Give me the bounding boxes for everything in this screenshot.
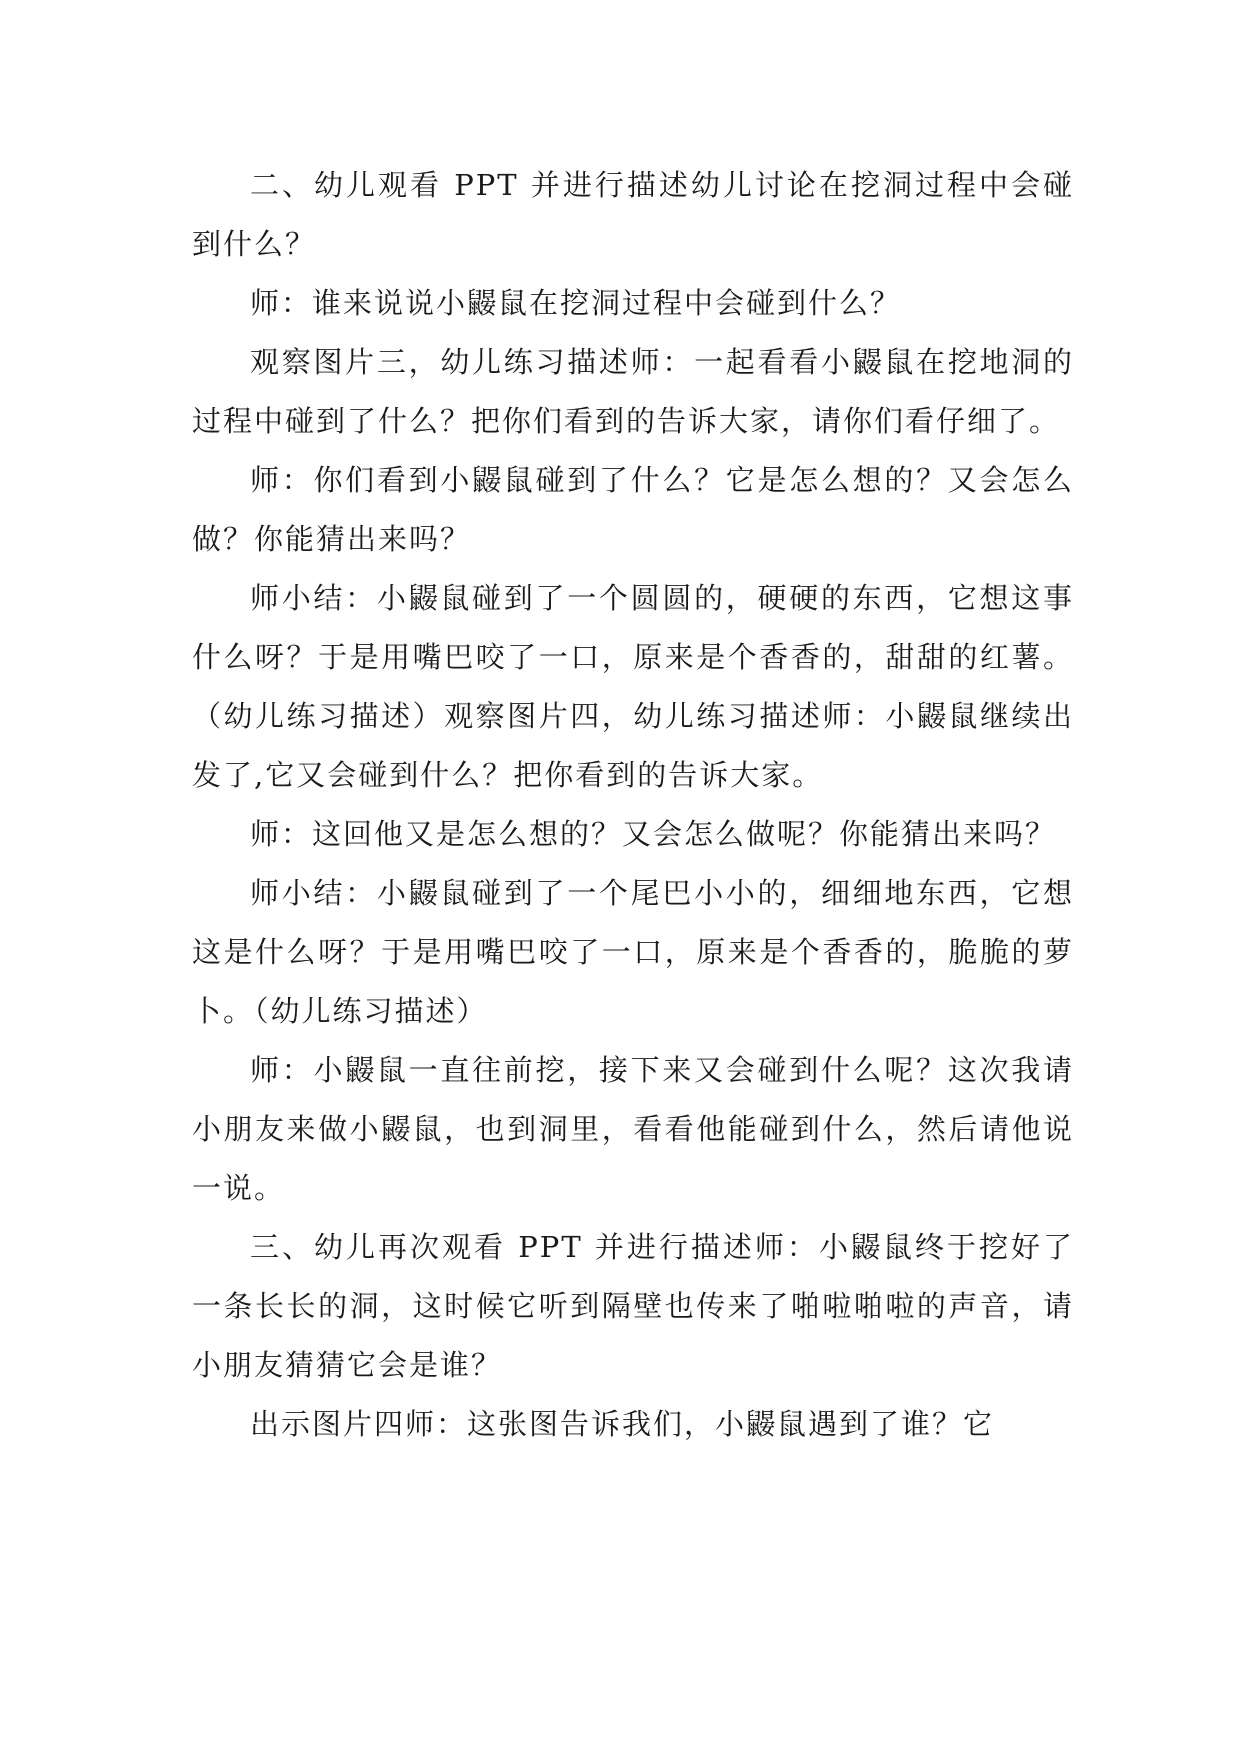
paragraph-8: 师：小鼹鼠一直往前挖，接下来又会碰到什么呢？这次我请小朋友来做小鼹鼠，也到洞里，看看他能碰到什么，然后请他说一说。 [192, 1053, 1074, 1205]
paragraph-9: 三、幼儿再次观看 PPT 并进行描述师：小鼹鼠终于挖好了一条长长的洞，这时候它听到隔壁也传来了啪啦啪啦的声音，请小朋友猜猜它会是谁？ [192, 1230, 1074, 1382]
document-page [192, 156, 1074, 1454]
paragraph-4: 师：你们看到小鼹鼠碰到了什么？它是怎么想的？又会怎么做？你能猜出来吗？ [192, 463, 1074, 556]
paragraph-5: 师小结：小鼹鼠碰到了一个圆圆的，硬硬的东西，它想这事什么呀？于是用嘴巴咬了一口，原来是个香香的，甜甜的红薯。（幼儿练习描述）观察图片四，幼儿练习描述师：小鼹鼠继续出发了,它又会碰到什么？把你看到的告诉大家。 [192, 581, 1074, 792]
paragraph-1: 二、幼儿观看 PPT 并进行描述幼儿讨论在挖洞过程中会碰到什么？ [192, 168, 1074, 261]
paragraph-2: 师：谁来说说小鼹鼠在挖洞过程中会碰到什么？ [250, 286, 902, 320]
paragraph-10: 出示图片四师：这张图告诉我们，小鼹鼠遇到了谁？它 [250, 1407, 995, 1441]
paragraph-3: 观察图片三，幼儿练习描述师：一起看看小鼹鼠在挖地洞的过程中碰到了什么？把你们看到的告诉大家，请你们看仔细了。 [192, 345, 1074, 438]
paragraph-7: 师小结：小鼹鼠碰到了一个尾巴小小的，细细地东西，它想这是什么呀？于是用嘴巴咬了一口，原来是个香香的，脆脆的萝卜。（幼儿练习描述） [192, 876, 1074, 1028]
paragraph-6: 师：这回他又是怎么想的？又会怎么做呢？你能猜出来吗？ [250, 817, 1057, 851]
